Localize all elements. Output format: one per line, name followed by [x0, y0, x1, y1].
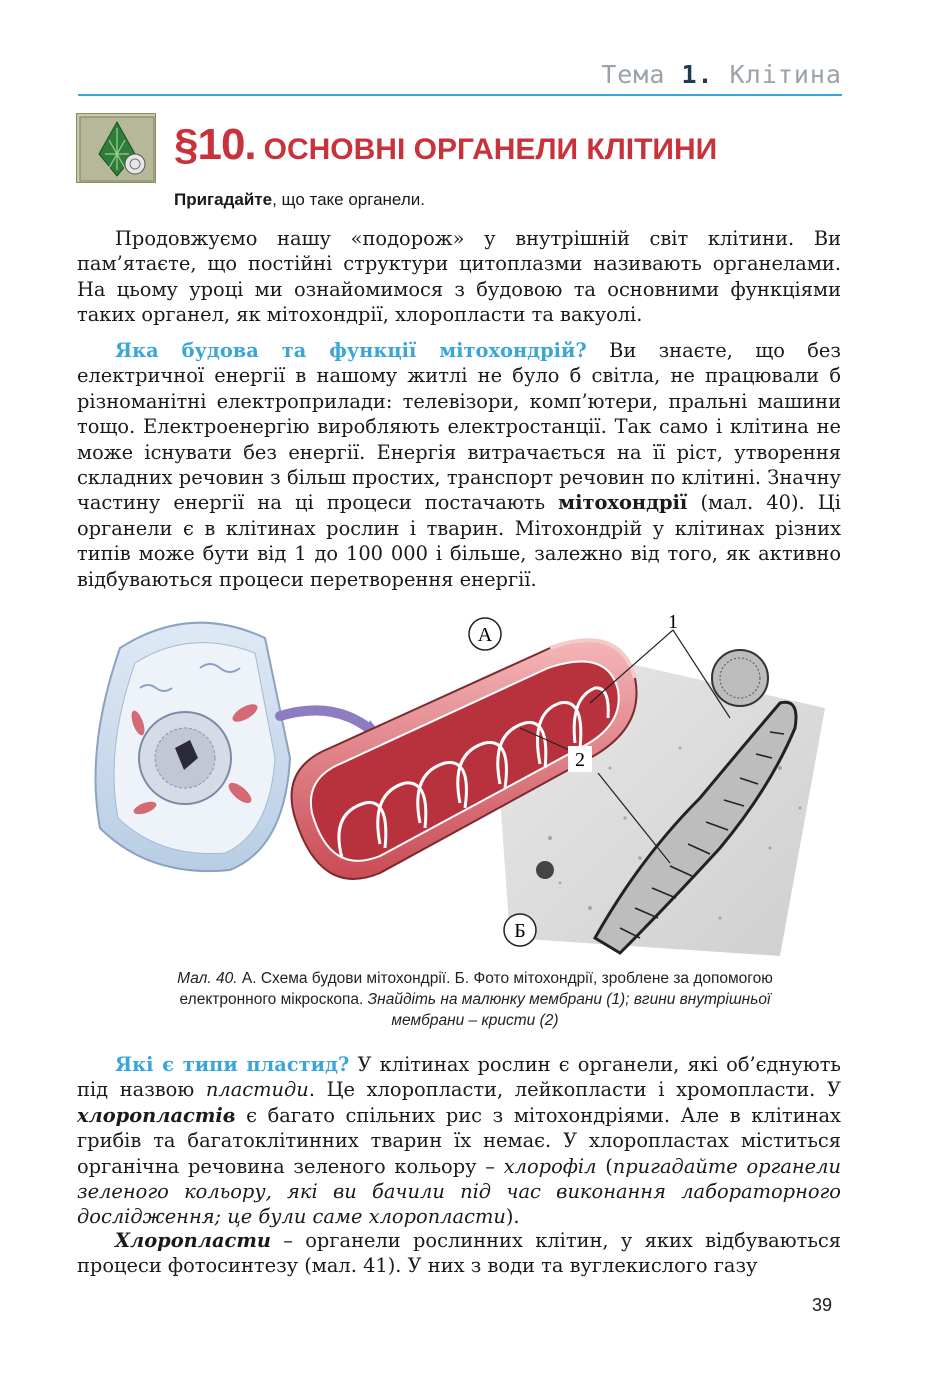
figure-caption: [150, 968, 800, 1031]
plastids-question: Які є типи пластид?: [115, 1053, 350, 1076]
page-number: 39: [812, 1295, 833, 1315]
recall-prompt: [174, 190, 425, 210]
mitochondria-question: Яка будова та функції мітохондрій?: [115, 339, 587, 362]
plastids-paragraph: [77, 1052, 841, 1230]
recall-rest: , що таке органели.: [272, 190, 425, 209]
chloroplasts-term: хлоропластів: [77, 1103, 236, 1127]
running-head: [78, 58, 842, 96]
caption-text: А. Схема будови мітохондрії. Б. Фото мітохондрії, зроблене за допомогою електронного мікроскопа.: [179, 970, 773, 1008]
figure-label-b: Б: [514, 920, 526, 942]
mitochondria-term: мітохондрії: [558, 491, 688, 515]
caption-figure-number: Мал. 40.: [177, 970, 238, 987]
mitochondria-text-a: Ви знаєте, що без електричної енергії в нашому житлі не було б світла, не працювали б різноманітні електроприлади: телевізори, комп’ютери, пральні машини тощо. Електроенергію виробляють електростанції. Так само і клітина не може існувати без енергії. Енергія витрачається на її ріст, утворення складних речовин з більш простих, транспорт речовин по клітині. Значну частину енергії на ці процеси постачають: [77, 339, 841, 515]
chloroplasts-definition-text: – органели рослинних клітин, у яких відбуваються процеси фотосинтезу (мал. 41). У них з води та вуглекислого газу: [77, 1229, 841, 1278]
section-number: §10.: [174, 120, 256, 169]
microscope-slide-icon: [76, 113, 156, 183]
chloroplasts-paragraph: [77, 1228, 841, 1279]
plastids-recall-note: пригадайте органели зеленого кольору, які ви бачили під час виконання лабораторного дослідження; це були саме хлоропласти: [77, 1154, 841, 1229]
caption-task: Знайдіть на малюнку мембрани (1); вгини внутрішньої мембрани – кристи (2): [367, 991, 771, 1029]
figure-label-1: 1: [668, 611, 678, 633]
animal-cell-illustration: [96, 623, 291, 871]
intro-paragraph: Продовжуємо нашу «подорож» у внутрішній світ клітини. Ви пам’ятаєте, що постійні структури цитоплазми називають органелами. На цьому уроці ми ознайомимося з будовою та основними функціями таких органел, як мітохондрії, хлоропласти та вакуолі.: [77, 227, 841, 327]
section-heading: ОСНОВНІ ОРГАНЕЛИ КЛІТИНИ: [263, 133, 718, 166]
figure-label-a: А: [477, 624, 493, 646]
mitochondria-paragraph: [77, 338, 841, 592]
plastids-text-c: є багато спільних рис з мітохондріями. Але в клітинах грибів та багатоклітинних тварин їх немає. У хлоропластах міститься органічна речовина зеленого кольору –: [77, 1103, 841, 1178]
plastids-text-d: (: [596, 1154, 613, 1178]
running-head-prefix: Тема: [601, 60, 682, 89]
plastids-text-e: ).: [505, 1205, 520, 1229]
running-head-suffix: Клітина: [713, 60, 842, 89]
recall-bold: Пригадайте: [174, 190, 273, 209]
section-title: [174, 120, 717, 170]
plastids-term: пластиди: [205, 1078, 309, 1102]
plastids-text-b: . Це хлоропласти, лейкопласти і хромопласти. У: [308, 1078, 841, 1102]
chloroplasts-definition-term: Хлоропласти: [115, 1229, 271, 1252]
figure-label-2: 2: [575, 749, 585, 771]
plastids-text-a: У клітинах рослин є органели, які об’єднують під назвою: [77, 1053, 841, 1102]
running-head-number: 1.: [681, 60, 714, 89]
mitochondria-figure: [80, 608, 840, 960]
mitochondria-text-b: (мал. 40). Ці органели є в клітинах рослин і тварин. Мітохондрій у клітинах різних типів може бути від 1 до 100 000 і більше, залежно від того, як активно відбуваються процеси перетворення енергії.: [77, 491, 841, 591]
chlorophyll-term: хлорофіл: [503, 1154, 597, 1178]
